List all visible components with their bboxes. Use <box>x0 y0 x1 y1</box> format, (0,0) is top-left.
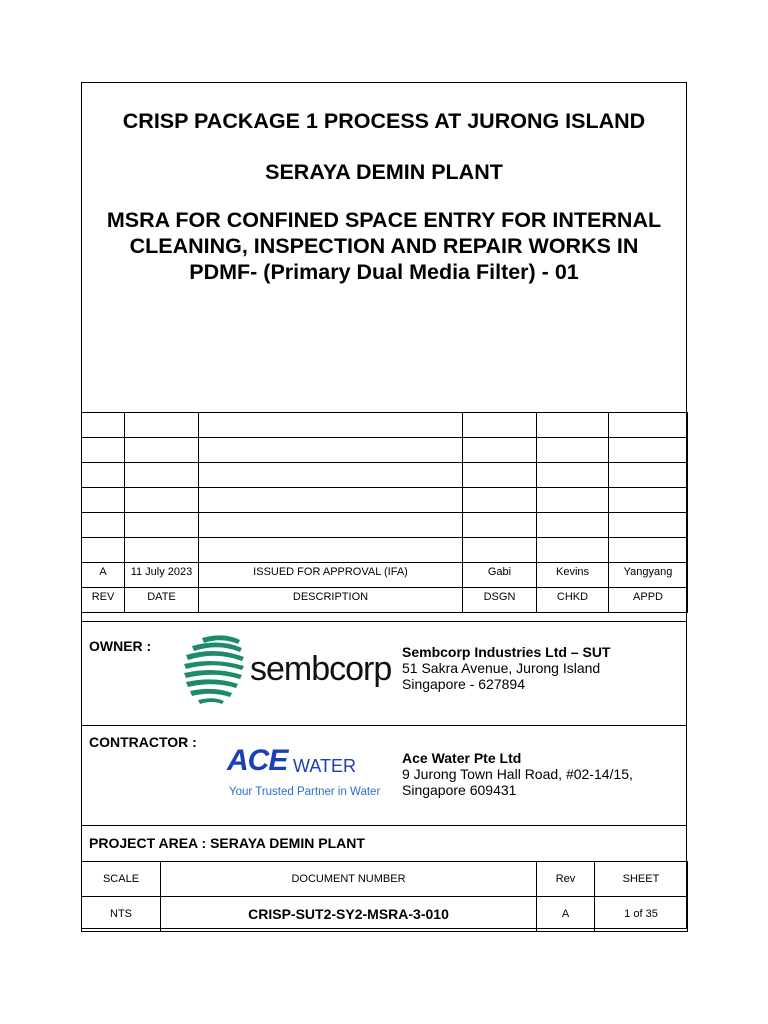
rev-header: REV <box>82 588 125 613</box>
sheet-header: SHEET <box>595 862 688 897</box>
document-title <box>82 207 686 285</box>
chkd-header: CHKD <box>537 588 609 613</box>
document-value-row <box>82 897 688 932</box>
document-header-row <box>82 862 688 897</box>
contractor-company-name: Ace Water Pte Ltd <box>402 750 522 766</box>
document-number-header: DOCUMENT NUMBER <box>161 862 537 897</box>
scale-header: SCALE <box>82 862 161 897</box>
contractor-label: CONTRACTOR : <box>89 734 197 750</box>
rev-header: Rev <box>537 862 595 897</box>
document-number-value: CRISP-SUT2-SY2-MSRA-3-010 <box>161 897 537 932</box>
document-number-table <box>81 861 688 932</box>
plant-title: SERAYA DEMIN PLANT <box>265 160 503 184</box>
revision-row-empty <box>82 513 688 538</box>
project-area-section <box>82 825 686 861</box>
appd-cell: Yangyang <box>609 563 688 588</box>
contractor-address-line-1: 9 Jurong Town Hall Road, #02-14/15, <box>402 766 633 782</box>
appd-header: APPD <box>609 588 688 613</box>
sembcorp-logo-text: sembcorp <box>250 650 392 688</box>
title-block <box>82 83 686 412</box>
project-area-label: PROJECT AREA : SERAYA DEMIN PLANT <box>89 835 365 851</box>
ace-logo-tagline: Your Trusted Partner in Water <box>229 786 381 798</box>
rev-value: A <box>537 897 595 932</box>
date-header: DATE <box>125 588 199 613</box>
document-title-line-2: CLEANING, INSPECTION AND REPAIR WORKS IN <box>129 234 639 258</box>
dsgn-cell: Gabi <box>463 563 537 588</box>
scale-value: NTS <box>82 897 161 932</box>
project-title: CRISP PACKAGE 1 PROCESS AT JURONG ISLAND <box>122 109 646 133</box>
revision-row-a <box>82 563 688 588</box>
date-cell: 11 July 2023 <box>125 563 199 588</box>
owner-label: OWNER : <box>89 638 152 654</box>
description-cell: ISSUED FOR APPROVAL (IFA) <box>199 563 463 588</box>
revision-row-empty <box>82 538 688 563</box>
ace-logo-word: ACE <box>227 744 288 777</box>
ace-water-logo <box>227 744 397 804</box>
owner-company <box>402 644 610 692</box>
owner-section <box>82 621 686 725</box>
revision-table <box>81 412 688 613</box>
contractor-section <box>82 725 686 825</box>
chkd-cell: Kevins <box>537 563 609 588</box>
rev-cell: A <box>82 563 125 588</box>
revision-row-empty <box>82 488 688 513</box>
revision-row-empty <box>82 438 688 463</box>
owner-address-line-1: 51 Sakra Avenue, Jurong Island <box>402 660 601 676</box>
contractor-company <box>402 750 633 798</box>
description-header: DESCRIPTION <box>199 588 463 613</box>
document-title-line-3: PDMF- (Primary Dual Media Filter) - 01 <box>189 260 579 284</box>
contractor-address-line-2: Singapore 609431 <box>402 782 517 798</box>
owner-company-name: Sembcorp Industries Ltd – SUT <box>402 644 611 660</box>
revision-row-empty <box>82 463 688 488</box>
revision-row-empty <box>82 413 688 438</box>
dsgn-header: DSGN <box>463 588 537 613</box>
revision-header-row <box>82 588 688 613</box>
document-cover-sheet <box>81 82 687 929</box>
water-logo-word: WATER <box>293 756 356 776</box>
sembcorp-logo <box>172 630 392 710</box>
document-title-line-1: MSRA FOR CONFINED SPACE ENTRY FOR INTERNAL <box>106 208 662 232</box>
sheet-value: 1 of 35 <box>595 897 688 932</box>
owner-address-line-2: Singapore - 627894 <box>402 676 525 692</box>
